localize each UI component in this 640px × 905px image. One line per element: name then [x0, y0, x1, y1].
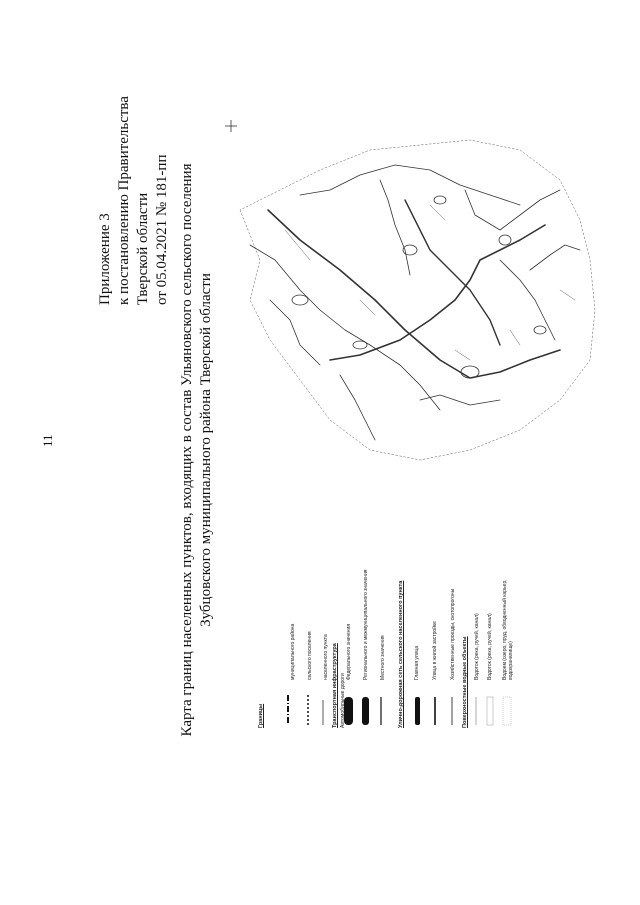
legend-header-water: Поверхностные водные объекты [462, 636, 468, 728]
map-road-main [268, 210, 560, 378]
legend-label-driveways: Хозяйственные проезды, скотопрогоны [450, 588, 456, 680]
map-road-secondary [465, 190, 560, 230]
legend-label-watercourse-line: Водоток (река, ручей, канал) [474, 613, 480, 680]
settlement-outline [292, 295, 308, 305]
map-road-secondary [270, 300, 320, 365]
legend-label-rural: сельского поселения [307, 631, 313, 680]
appendix-line-4: от 05.04.2021 № 181-пп [154, 154, 170, 305]
appendix-line-2: к постановлению Правительства [116, 96, 132, 305]
legend-symbol-water-body [503, 697, 511, 725]
appendix-line-1: Приложение 3 [97, 213, 113, 305]
map-road-secondary [300, 165, 520, 205]
legend-symbol-regional [362, 697, 369, 725]
map-road-secondary [250, 245, 440, 410]
map-road-secondary [530, 245, 580, 270]
legend-header-boundaries: Границы [258, 703, 264, 728]
north-arrow-icon [225, 120, 237, 132]
legend-label-main-street: Главная улица [414, 645, 420, 680]
map-title-line-1: Карта границ населенных пунктов, входящих в состав Ульяновского сельского поселения [179, 163, 195, 737]
legend-label-settlement: населенного пункта [323, 634, 329, 680]
appendix-line-3: Тверской области [135, 192, 151, 305]
settlement-outline [434, 196, 446, 204]
legend-symbol-main-street [415, 697, 420, 725]
map-road-secondary [380, 180, 410, 275]
legend-symbol-watercourse-area [487, 697, 493, 725]
legend-label-district: муниципального района [290, 623, 296, 680]
map-road-secondary [340, 375, 375, 440]
legend-label-regional: Регионального и межмуниципального значения [363, 569, 369, 680]
legend-label-water-body: Водоем (озеро, пруд, обводненный карьер, водохранилище) [502, 579, 514, 680]
legend-label-watercourse-area: Водоток (река, ручей, канал) [487, 613, 493, 680]
legend-header-transport: Транспортная инфраструктура [332, 643, 338, 728]
map-road-secondary [500, 260, 555, 340]
legend-label-local: Местного значения [380, 635, 386, 680]
settlement-outline [534, 326, 546, 334]
legend-header-roads: Автомобильные дороги [340, 673, 346, 728]
settlement-outline [499, 235, 511, 245]
settlement-outline [461, 366, 479, 378]
map-title-line-2: Зубцовского муниципального района Тверской области [198, 273, 214, 627]
settlement-outline [353, 341, 367, 349]
legend-header-street-network: Улично-дорожная сеть сельского населенного пункта [398, 580, 404, 728]
map-boundary-line [285, 205, 575, 360]
map-road-main [330, 225, 545, 360]
legend-label-federal: Федерального значения [346, 623, 352, 680]
map-boundary-line [240, 140, 595, 460]
legend-label-residential: Улица в жилой застройке [432, 621, 438, 680]
page-number: 11 [40, 434, 55, 447]
